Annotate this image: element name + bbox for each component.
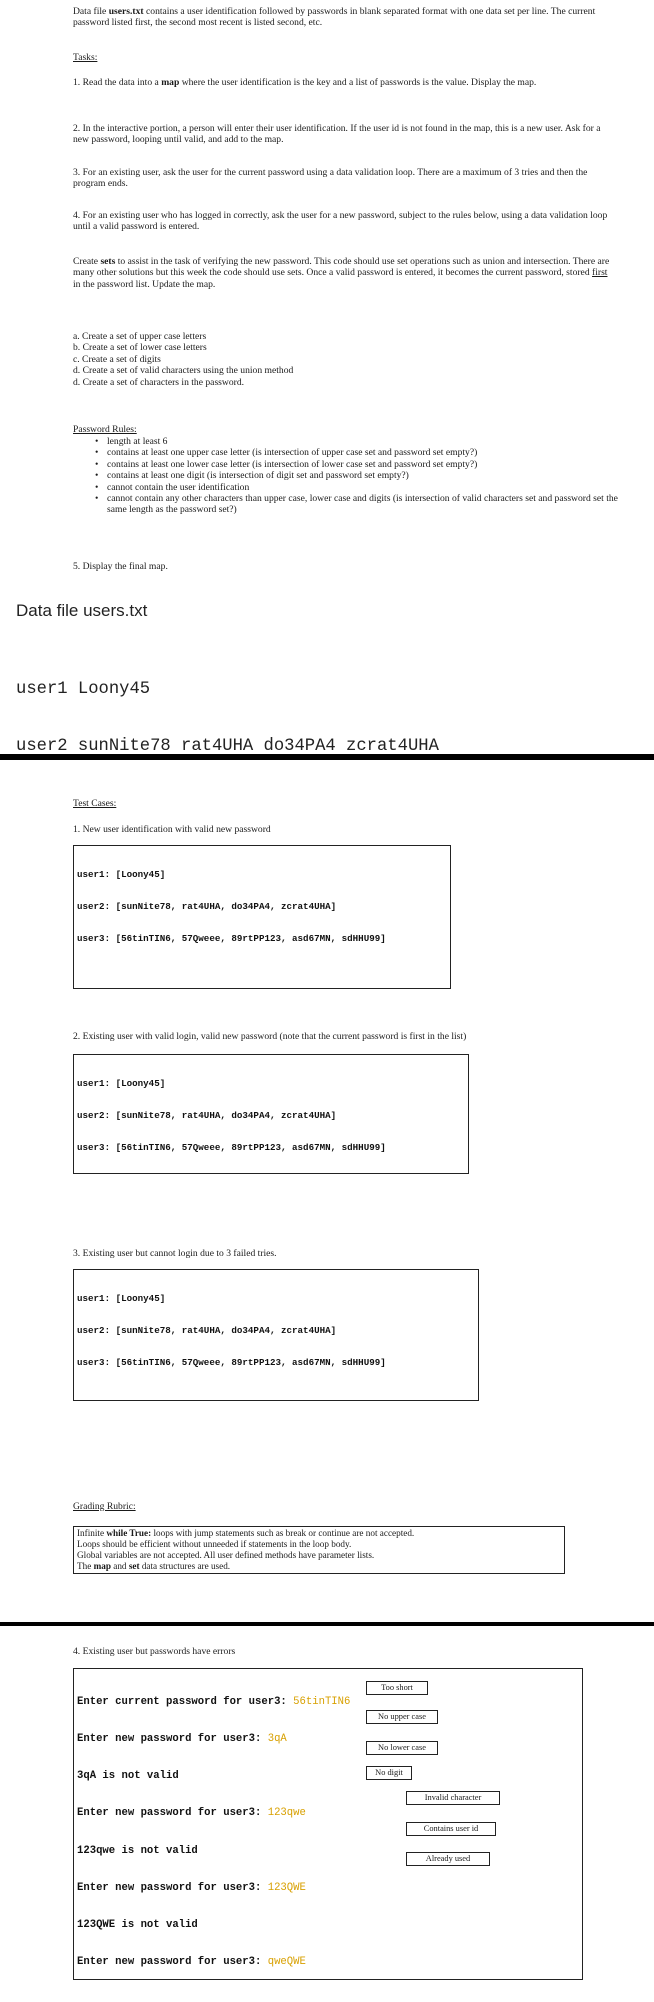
map-line: user3: [56tinTIN6, 57Qweee, 89rtPP123, asd67MN, sdHHU99] <box>77 933 386 945</box>
prompt-line: Enter new password for user3: 3qA <box>77 1733 287 1746</box>
rule-item: • cannot contain any other characters than upper case, lower case and digits (is intersection of valid characters set and password set the same length as the password set?) <box>73 493 618 516</box>
output-line: 3qA is not valid <box>77 1770 179 1783</box>
map-line: user3: [56tinTIN6, 57Qweee, 89rtPP123, asd67MN, sdHHU99] <box>77 1357 386 1369</box>
user-input: 56tinTIN6 <box>293 1695 351 1708</box>
rule-item: • contains at least one digit (is intersection of digit set and password set empty?) <box>73 470 618 481</box>
map-line: user1: [Loony45] <box>77 1077 166 1089</box>
label-too-short: Too short <box>366 1681 428 1695</box>
datafile-title: Data file users.txt <box>16 601 148 620</box>
rubric-line: Infinite while True: loops with jump statements such as break or continue are not accepted. <box>77 1528 415 1538</box>
rules-list <box>73 436 618 516</box>
map-line: user2: [sunNite78, rat4UHA, do34PA4, zcrat4UHA] <box>77 1109 337 1121</box>
intro-paragraph: Data file users.txt contains a user identification followed by passwords in blank separated format with one data set per line. The current password listed first, the second most recent is listed second, etc. <box>73 6 596 29</box>
task-5: 5. Display the final map. <box>73 561 168 572</box>
output-line: 123qwe is not valid <box>77 1844 198 1857</box>
label-no-digit: No digit <box>366 1766 412 1780</box>
rule-item: • contains at least one lower case letter (is intersection of lower case set and password set empty?) <box>73 459 618 470</box>
datafile-line: user2 sunNite78 rat4UHA do34PA4 zcrat4UHA <box>16 737 439 754</box>
task-1: 1. Read the data into a map where the user identification is the key and a list of passwords is the value. Display the map. <box>73 77 537 88</box>
case-3-terminal <box>73 1269 479 1401</box>
set-list <box>73 331 613 388</box>
user-input: 123QWE <box>267 1881 306 1894</box>
rules-heading: Password Rules: <box>73 424 137 435</box>
map-line: user3: [56tinTIN6, 57Qweee, 89rtPP123, asd67MN, sdHHU99] <box>77 1142 386 1154</box>
task-4: 4. For an existing user who has logged in correctly, ask the user for a new password, subject to the rules below, using a data validation loop until a valid password is entered. <box>73 210 608 233</box>
label-invalid-character: Invalid character <box>406 1791 500 1805</box>
assignment-panel <box>0 0 654 606</box>
label-no-lower-case: No lower case <box>366 1741 438 1755</box>
testcases-panel <box>0 760 654 1622</box>
prompt-line: Enter new password for user3: qweQWE <box>77 1956 306 1969</box>
rubric-box <box>73 1526 565 1574</box>
label-contains-user-id: Contains user id <box>406 1822 496 1836</box>
sets-paragraph: Create sets to assist in the task of verifying the new password. This code should use set operations such as union and intersection. There are many other solutions but this week the code should use sets. Once a valid password is entered, it becomes the current password, stored first in the password list. Update the map. <box>73 256 610 290</box>
case-4-title: 4. Existing user but passwords have errors <box>73 1646 236 1657</box>
map-line: user2: [sunNite78, rat4UHA, do34PA4, zcrat4UHA] <box>77 900 337 912</box>
set-item: a. Create a set of upper case letters <box>73 331 207 342</box>
user-input: 3qA <box>267 1733 287 1746</box>
user-input: 123qwe <box>267 1807 306 1820</box>
map-line: user2: [sunNite78, rat4UHA, do34PA4, zcrat4UHA] <box>77 1324 337 1336</box>
output-line: 123QWE is not valid <box>77 1919 198 1932</box>
map-line: user1: [Loony45] <box>77 1292 166 1304</box>
rubric-line: Loops should be efficient without unneeded if statements in the loop body. <box>77 1539 352 1549</box>
case-3-title: 3. Existing user but cannot login due to 3 failed tries. <box>73 1248 277 1259</box>
rule-item: • contains at least one upper case letter (is intersection of upper case set and password set empty?) <box>73 447 618 458</box>
case-1-title: 1. New user identification with valid new password <box>73 824 271 835</box>
rule-item: • cannot contain the user identification <box>73 482 618 493</box>
task-2: 2. In the interactive portion, a person will enter their user identification. If the user id is not found in the map, this is a new user. Ask for a new password, looping until valid, and add to the map. <box>73 123 601 146</box>
rubric-heading: Grading Rubric: <box>73 1501 136 1512</box>
prompt-line: Enter new password for user3: 123qwe <box>77 1807 306 1820</box>
tasks-heading: Tasks: <box>73 52 98 63</box>
datafile-line: user1 Loony45 <box>16 680 151 699</box>
set-item: b. Create a set of lower case letters <box>73 342 207 354</box>
datafile-lines <box>16 642 439 754</box>
set-item: c. Create a set of digits <box>73 353 161 365</box>
task-3: 3. For an existing user, ask the user for the current password using a data validation loop. There are a maximum of 3 tries and then the program ends. <box>73 167 588 190</box>
datafile-panel <box>0 597 654 754</box>
map-line: user1: [Loony45] <box>77 868 166 880</box>
rubric-line: The map and set data structures are used. <box>77 1561 231 1571</box>
prompt-line: Enter new password for user3: 123QWE <box>77 1881 306 1894</box>
rule-item: • length at least 6 <box>73 436 618 447</box>
label-already-used: Already used <box>406 1852 490 1866</box>
label-no-upper-case: No upper case <box>366 1710 438 1724</box>
case-2-terminal <box>73 1054 469 1174</box>
set-item: d. Create a set of characters in the password. <box>73 376 245 388</box>
rubric-line: Global variables are not accepted. All user defined methods have parameter lists. <box>77 1550 375 1560</box>
case-4-panel <box>0 1626 654 2002</box>
test-cases-heading: Test Cases: <box>73 798 117 809</box>
set-item: d. Create a set of valid characters using the union method <box>73 365 294 377</box>
case-2-title: 2. Existing user with valid login, valid new password (note that the current password is first in the list) <box>73 1031 467 1042</box>
user-input: qweQWE <box>267 1956 306 1969</box>
case-4-terminal <box>73 1668 583 1980</box>
prompt-line: Enter current password for user3: 56tinTIN6 <box>77 1695 351 1708</box>
case-1-terminal <box>73 845 451 989</box>
